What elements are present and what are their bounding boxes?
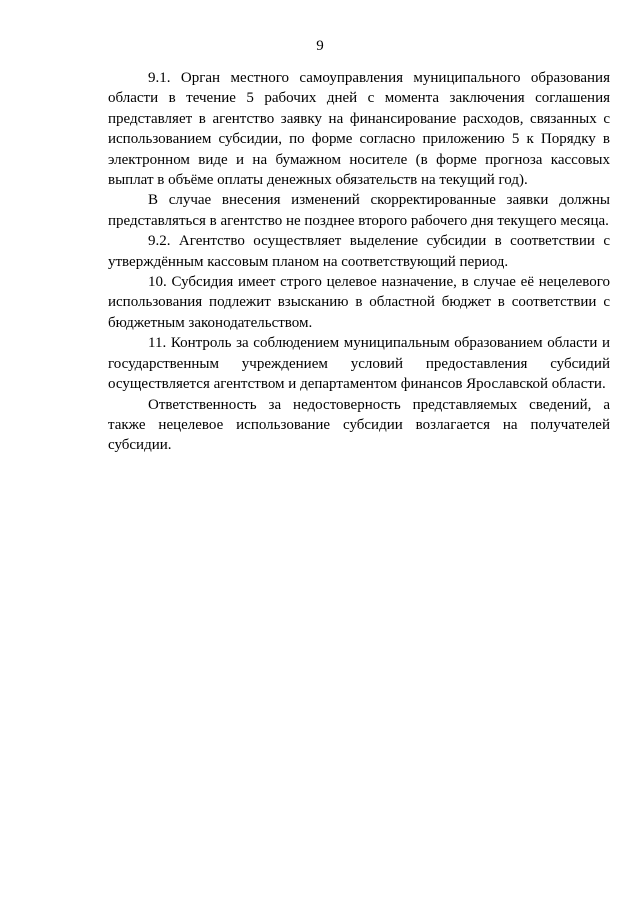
paragraph-9-1: 9.1. Орган местного самоуправления муниципального образования области в течение 5 рабочих дней с момента заключения соглашения представляет в агентство заявку на финансирование расходов, связанных с использованием субсидии, по форме согласно приложению 5 к Порядку в электронном виде и на бумажном носителе (в форме прогноза кассовых выплат в объёме оплаты денежных обязательств на текущий год). bbox=[108, 70, 610, 189]
paragraph-10: 10. Субсидия имеет строго целевое назначение, в случае её нецелевого использования подлежит взысканию в областной бюджет в соответствии с бюджетным законодательством. bbox=[108, 274, 610, 331]
paragraph-9-1-changes: В случае внесения изменений скорректированные заявки должны представляться в агентство не позднее второго рабочего дня текущего месяца. bbox=[108, 192, 610, 229]
paragraph-responsibility: Ответственность за недостоверность представляемых сведений, а также нецелевое использование субсидии возлагается на получателей субсидии. bbox=[108, 396, 610, 454]
paragraph-11: 11. Контроль за соблюдением муниципальным образованием области и государственным учреждением условий предоставления субсидий осуществляется агентством и департаментом финансов Ярославской области. bbox=[108, 335, 610, 393]
page-number: 9 bbox=[316, 38, 324, 54]
paragraph-9-2: 9.2. Агентство осуществляет выделение субсидии в соответствии с утверждённым кассовым планом на соответствующий период. bbox=[108, 233, 610, 270]
document-body bbox=[108, 68, 610, 456]
